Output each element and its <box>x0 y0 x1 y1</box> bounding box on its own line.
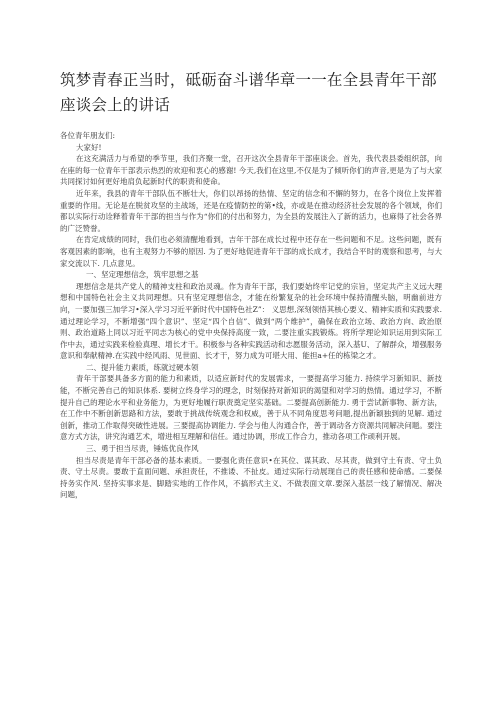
greeting: 大家好! <box>76 142 102 152</box>
intro-paragraph: 近年来，我县的青年干部队伍不断壮大，你们以昂扬的热情、坚定的信念和不懈的努力，在各个岗位上发挥着重要的作用。无论是在脱贫攻坚的主战场，还是在疫情防控的第•线，亦或是在推动经济社会发展的各个领域，你们都以实际行动诠释着青年干部的担当与作为“你们的付出和努力，为全县的发展注入了新的活力，也麻得了社会各界的广泛赞誉。 <box>60 188 442 233</box>
intro-paragraph: 在肯定成绩的同时，我们也必须清醒地看到，吉年干部在成长过程中还存在一些问题和不足。这些问题，既有客观因素的影响，也有主观努力不够的原因. 为了更好地促进青年干部的成长成才，我结合平时的观察和思考，与大家交流以下. 几点意见。 <box>60 235 442 268</box>
section-paragraph: 理想信念是共产党人的精神支柱和政治灵魂。作为青年干部，我们要始终牢记党的宗旨，坚定共产主义远大理想和中国特色社会主义共同理想。只有坚定理想信念，才能在纷繁复杂的社会环境中保持清醒头脑，明幽前进方向，一要加强三加学习•深入学习习近平新时代中国特色社Z”： 义思想,深刻领悟其核心要义、精神实质和实践要求. 通过理论学习，不断增强“四个意识”、坚定“四个自信”、做到“两个维护”，确保在政治立场、政治方向、政治原则、政治道路上同以习近平同志为核心的党中央保持高度一致，二要注重实践锻炼。将所学理论知识运用到实际工作中去，通过实践来检验真理、增长才干。积极参与各种实践活动和志愿服务活动，深入基U、了解群众，增强服务意识和奉献精神.在实践中经风雨、见世面、长才干，努力成为可堪大用、能担a+任的栋梁之才。 <box>60 281 442 361</box>
salutation: 各位青年朋友们: <box>60 131 116 140</box>
section-heading: 三、勇于担当尽责，锤炼优良作风 <box>86 444 199 454</box>
section-heading: 二、提升能力素质，练就过硬本领 <box>86 362 199 372</box>
intro-paragraph: 在这充满活力与希望的季节里，我们齐聚一堂，召开这次全县青年干部座谈会。首先，我代表县委组织部，向在座的每一位青年干部表示热烈的欢迎和衷心的感谢! 今天,我们在这里,不仅是为了倾听你们的声音,更是为了与大家共同探讨如何更好地肩负起新时代的职责和使命。 <box>60 154 442 187</box>
document-body <box>60 128 442 501</box>
section-paragraph: 青年干部要具备多方面的能力和素质，以适应新时代的发展需求，一要提高学习能力. 持续学习新知识、新技能，不断完善自己的知识体系. 要树立终身学习的理念，时刻保持对新知识的渴望和对学习的热情。通过学习，不断提升自己的理论水平和业务能力，为更好地履行职责奠定坚实基础。二要提高创新能力. 勇于尝试新事物、新方法，在工作中不断创新思路和方法，要敢于挑战传统观念和权威，善于从不同角度思考问题,提出新颖独到的见解. 通过创新，推动工作取得突破性进展。三要提高协调能力. 学会与他人沟通合作，善于调动各方资源共同解决问题。要注意方式方法，讲究沟通艺术，增进相互理解和信任。通过协调，形成工作合力，推动各项工作顽利开展。 <box>60 374 442 442</box>
section-paragraph: 担当尽责是青年干部必备的基本素质。一要强化责任意识•在其位、谋其政、尽其责，做到守土有责、守土负责、守土尽责。要敢于直面问题、承担责任，不推诿、不扯皮。通过实际行动展现自己的责任感和使命感。二要保持务实作风. 坚持实事求是、脚踏实地的工作作风，不搞形式主义、不做表面文章.要深入基层一线了解情况、解决问题， <box>60 455 442 500</box>
page-title: 筑梦青春正当时，砥砺奋斗谱华章一一在全县青年干部座谈会上的讲话 <box>60 71 437 114</box>
section-heading: 一、坚定理想信念，筑牢思想之基 <box>86 270 199 280</box>
